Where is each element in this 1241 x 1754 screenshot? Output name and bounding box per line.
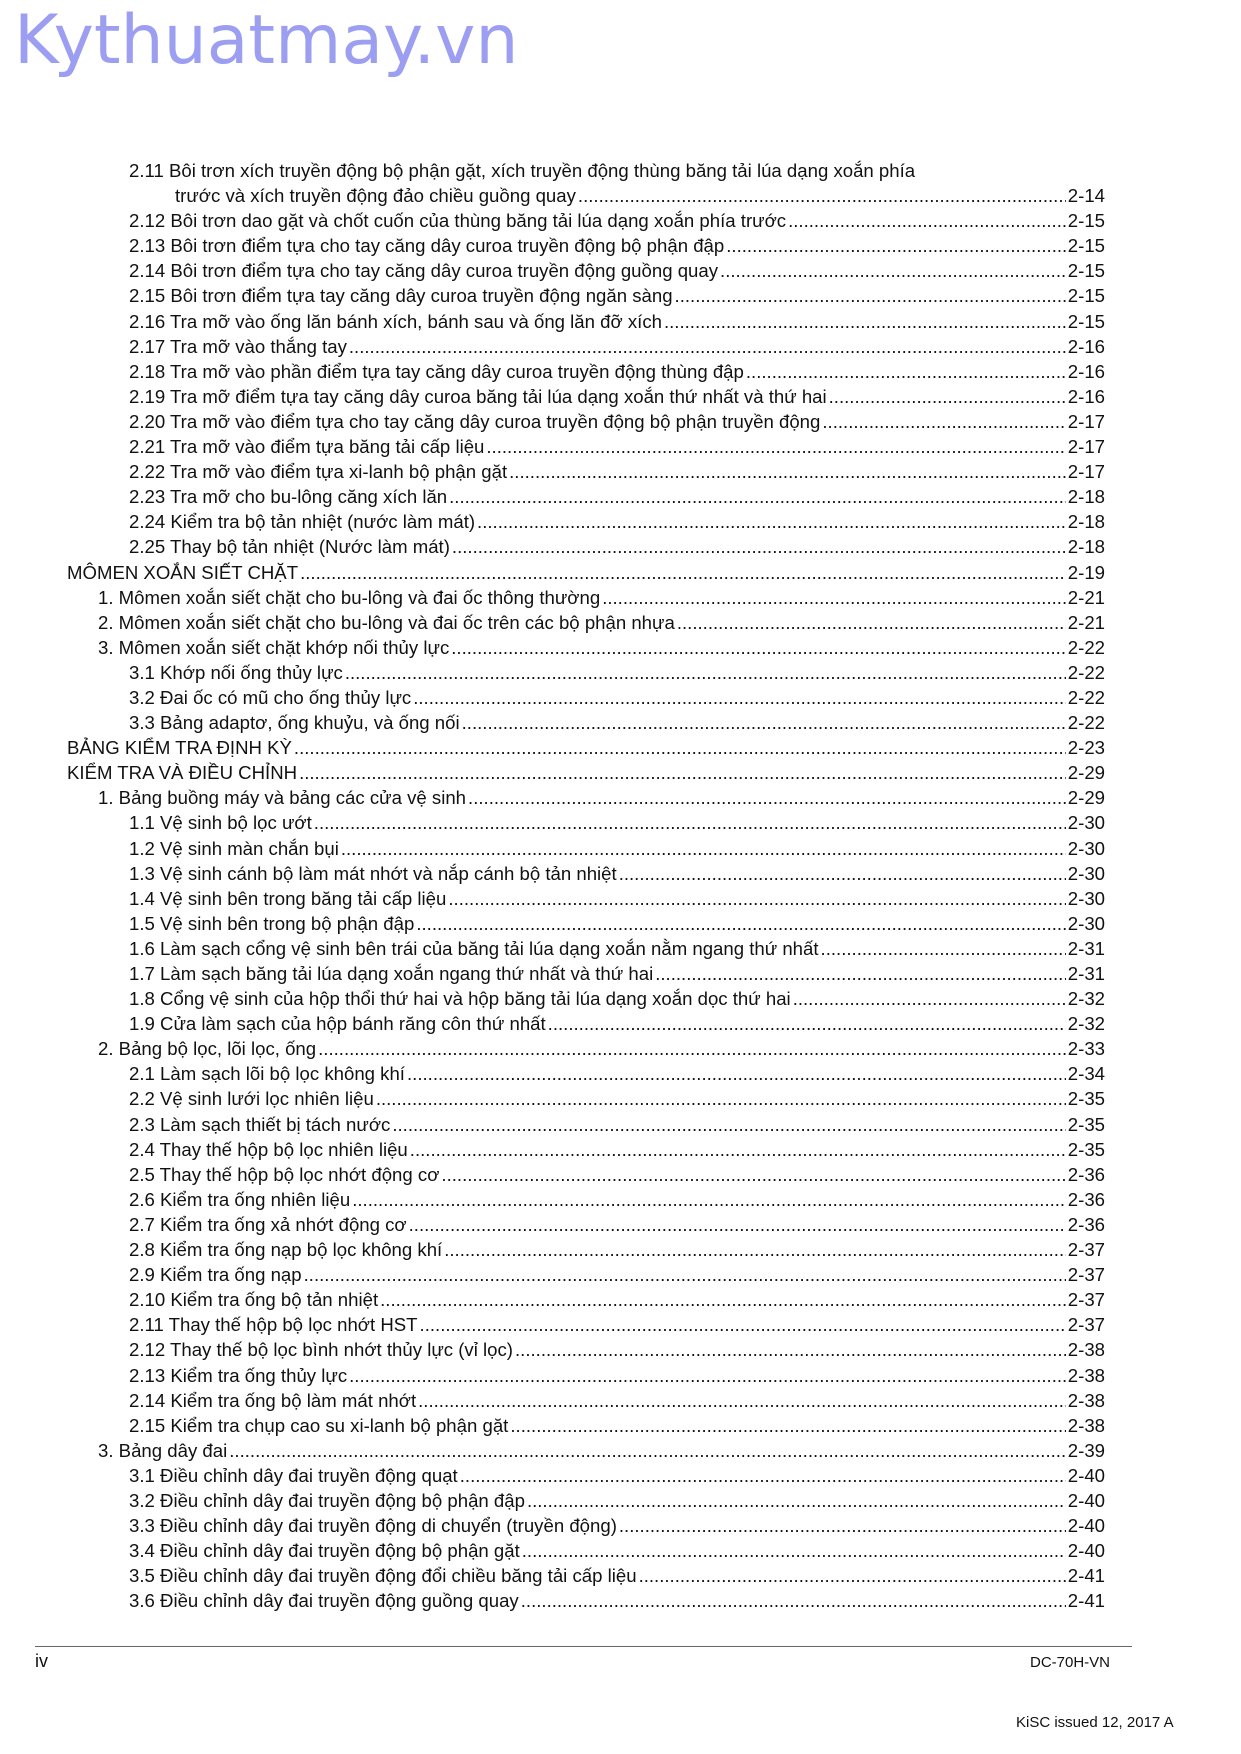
toc-entry[interactable] <box>0 1187 1241 1212</box>
toc-entry-wrapped-cont[interactable] <box>0 183 1241 208</box>
toc-entry-text: 2.18 Tra mỡ vào phần điểm tựa tay căng dây curoa truyền động thùng đập <box>129 360 744 382</box>
toc-entry-page: 2-30 <box>1067 837 1105 859</box>
toc-leader-dots <box>477 509 1066 534</box>
toc-leader-dots <box>452 534 1066 559</box>
toc-entry-text: 2.25 Thay bộ tản nhiệt (Nước làm mát) <box>129 536 450 558</box>
toc-entry-page: 2-35 <box>1067 1088 1105 1110</box>
toc-leader-dots <box>449 484 1066 509</box>
toc-leader-dots <box>521 1588 1066 1613</box>
toc-entry-text: 1.9 Cửa làm sạch của hộp bánh răng côn thứ nhất <box>129 1013 546 1035</box>
toc-leader-dots <box>444 1237 1066 1262</box>
toc-entry-page: 2-30 <box>1067 912 1105 934</box>
toc-leader-dots <box>746 359 1066 384</box>
toc-entry[interactable] <box>0 334 1241 359</box>
toc-entry-page: 2-30 <box>1067 862 1105 884</box>
toc-entry-page: 2-32 <box>1067 988 1105 1010</box>
toc-entry-page: 2-17 <box>1067 436 1105 458</box>
toc-entry-text: 3.1 Khớp nối ống thủy lực <box>129 661 343 683</box>
toc-entry-text: 1.6 Làm sạch cổng vệ sinh bên trái của băng tải lúa dạng xoắn nằm ngang thứ nhất <box>129 937 819 959</box>
toc-entry-text: 1. Mômen xoắn siết chặt cho bu-lông và đai ốc thông thường <box>98 586 601 608</box>
toc-entry-text: 1. Bảng buồng máy và bảng các cửa vệ sinh <box>98 787 467 809</box>
toc-entry-text: 3.4 Điều chỉnh dây đai truyền động bộ phận gặt <box>129 1540 520 1562</box>
toc-entry[interactable] <box>0 1086 1241 1111</box>
toc-entry-text: 2.13 Bôi trơn điểm tựa cho tay căng dây curoa truyền động bộ phận đập <box>129 235 725 257</box>
toc-leader-dots <box>468 785 1066 810</box>
toc-leader-dots <box>407 1061 1066 1086</box>
toc-entry-text: 3.3 Bảng adaptơ, ống khuỷu, và ống nối <box>129 712 460 734</box>
toc-entry-text: 1.8 Cổng vệ sinh của hộp thổi thứ hai và hộp băng tải lúa dạng xoắn dọc thứ hai <box>129 988 791 1010</box>
toc-entry-text: 2.20 Tra mỡ vào điểm tựa cho tay căng dây curoa truyền động bộ phận truyền động <box>129 410 821 432</box>
toc-entry[interactable] <box>0 359 1241 384</box>
toc-entry-text: 3.1 Điều chỉnh dây đai truyền động quạt <box>129 1464 458 1486</box>
toc-entry-text: 3. Bảng dây đai <box>98 1439 228 1461</box>
toc-entry[interactable] <box>0 635 1241 660</box>
toc-entry-text: 2.15 Kiểm tra chụp cao su xi-lanh bộ phận gặt <box>129 1414 509 1436</box>
toc-entry-text: 3.5 Điều chỉnh dây đai truyền động đổi chiều băng tải cấp liệu <box>129 1565 637 1587</box>
toc-entry-text-line2: trước và xích truyền động đảo chiều guồng quay <box>175 185 576 207</box>
toc-entry-text: 2.12 Bôi trơn dao gặt và chốt cuốn của thùng băng tải lúa dạng xoắn phía trước <box>129 210 787 232</box>
toc-leader-dots <box>510 1413 1065 1438</box>
toc-leader-dots <box>720 258 1066 283</box>
toc-leader-dots <box>416 911 1065 936</box>
toc-entry-page: 2-38 <box>1067 1339 1105 1361</box>
toc-entry-page: 2-15 <box>1067 235 1105 257</box>
toc-leader-dots <box>300 560 1066 585</box>
toc-entry-page: 2-30 <box>1067 812 1105 834</box>
toc-entry-text: 2.16 Tra mỡ vào ống lăn bánh xích, bánh sau và ống lăn đỡ xích <box>129 310 662 332</box>
toc-leader-dots <box>578 183 1066 208</box>
toc-leader-dots <box>788 208 1066 233</box>
toc-entry-page: 2-17 <box>1067 461 1105 483</box>
toc-entry-page: 2-40 <box>1067 1464 1105 1486</box>
document-code: DC-70H-VN <box>1030 1654 1111 1671</box>
toc-entry[interactable] <box>0 836 1241 861</box>
toc-entry-text: 2.1 Làm sạch lõi bộ lọc không khí <box>129 1063 405 1085</box>
toc-entry-page: 2-15 <box>1067 260 1105 282</box>
toc-entry-page: 2-17 <box>1067 410 1105 432</box>
toc-entry-text: KIỂM TRA VÀ ĐIỀU CHỈNH <box>67 762 298 784</box>
toc-entry-text: 2.15 Bôi trơn điểm tựa tay căng dây curoa truyền động ngăn sàng <box>129 285 673 307</box>
toc-entry[interactable] <box>0 208 1241 233</box>
issue-info: KiSC issued 12, 2017 A <box>1016 1714 1174 1731</box>
toc-entry-text: 2.10 Kiểm tra ống bộ tản nhiệt <box>129 1289 379 1311</box>
toc-leader-dots <box>602 585 1066 610</box>
toc-entry[interactable] <box>0 986 1241 1011</box>
toc-entry-page: 2-37 <box>1067 1314 1105 1336</box>
toc-leader-dots <box>822 409 1065 434</box>
table-of-contents <box>0 158 1241 1613</box>
toc-entry-text: 2.9 Kiểm tra ống nạp <box>129 1264 302 1286</box>
toc-entry-page: 2-41 <box>1067 1565 1105 1587</box>
toc-entry[interactable] <box>0 1413 1241 1438</box>
toc-leader-dots <box>515 1337 1066 1362</box>
toc-entry-text: 2.8 Kiểm tra ống nạp bộ lọc không khí <box>129 1239 443 1261</box>
toc-entry-page: 2-23 <box>1067 737 1105 759</box>
toc-entry-text: 1.3 Vệ sinh cánh bộ làm mát nhớt và nắp cánh bộ tản nhiệt <box>129 862 617 884</box>
toc-entry-page: 2-29 <box>1067 762 1105 784</box>
toc-leader-dots <box>821 936 1066 961</box>
toc-leader-dots <box>441 1162 1065 1187</box>
toc-leader-dots <box>352 1187 1066 1212</box>
toc-entry-page: 2-40 <box>1067 1540 1105 1562</box>
toc-entry-text: 2.14 Bôi trơn điểm tựa cho tay căng dây curoa truyền động guồng quay <box>129 260 719 282</box>
toc-entry[interactable] <box>0 1363 1241 1388</box>
toc-entry-page: 2-15 <box>1067 310 1105 332</box>
toc-entry-text: 2.19 Tra mỡ điểm tựa tay căng dây curoa băng tải lúa dạng xoắn thứ nhất và thứ hai <box>129 385 827 407</box>
toc-entry[interactable] <box>0 810 1241 835</box>
toc-leader-dots <box>639 1563 1066 1588</box>
toc-entry-page: 2-16 <box>1067 335 1105 357</box>
toc-entry-page: 2-36 <box>1067 1163 1105 1185</box>
toc-entry-text: 1.5 Vệ sinh bên trong bộ phận đập <box>129 912 415 934</box>
toc-entry-text: 3. Mômen xoắn siết chặt khớp nối thủy lực <box>98 636 450 658</box>
toc-entry-text: 2.14 Kiểm tra ống bộ làm mát nhớt <box>129 1389 417 1411</box>
toc-leader-dots <box>664 309 1066 334</box>
toc-entry[interactable] <box>0 1337 1241 1362</box>
toc-entry-page: 2-22 <box>1067 661 1105 683</box>
toc-entry-text: 2.5 Thay thế hộp bộ lọc nhớt động cơ <box>129 1163 440 1185</box>
toc-leader-dots <box>655 961 1066 986</box>
toc-leader-dots <box>527 1488 1066 1513</box>
toc-entry[interactable] <box>0 1262 1241 1287</box>
toc-entry-text: BẢNG KIỂM TRA ĐỊNH KỲ <box>67 737 292 759</box>
toc-entry[interactable] <box>0 1438 1241 1463</box>
toc-entry-text: 2.2 Vệ sinh lưới lọc nhiên liệu <box>129 1088 374 1110</box>
toc-entry[interactable] <box>0 434 1241 459</box>
toc-leader-dots <box>314 810 1066 835</box>
toc-leader-dots <box>392 1112 1065 1137</box>
page-number: iv <box>35 1651 48 1671</box>
toc-entry[interactable] <box>0 233 1241 258</box>
toc-entry[interactable] <box>0 1538 1241 1563</box>
toc-leader-dots <box>420 1312 1066 1337</box>
toc-entry[interactable] <box>0 735 1241 760</box>
toc-leader-dots <box>522 1538 1066 1563</box>
toc-leader-dots <box>380 1287 1066 1312</box>
toc-entry[interactable] <box>0 1287 1241 1312</box>
toc-leader-dots <box>619 1513 1066 1538</box>
toc-entry-text: 3.6 Điều chỉnh dây đai truyền động guồng quay <box>129 1590 519 1612</box>
toc-entry[interactable] <box>0 585 1241 610</box>
toc-entry[interactable] <box>0 911 1241 936</box>
toc-entry-text: 1.4 Vệ sinh bên trong băng tải cấp liệu <box>129 887 447 909</box>
toc-entry-page: 2-36 <box>1067 1188 1105 1210</box>
toc-leader-dots <box>410 1137 1066 1162</box>
toc-leader-dots <box>509 459 1066 484</box>
toc-entry[interactable] <box>0 660 1241 685</box>
toc-entry-text: 3.2 Đai ốc có mũ cho ống thủy lực <box>129 686 412 708</box>
toc-entry-page: 2-21 <box>1067 611 1105 633</box>
toc-entry[interactable] <box>0 1112 1241 1137</box>
toc-entry-page: 2-41 <box>1067 1590 1105 1612</box>
toc-leader-dots <box>413 685 1066 710</box>
toc-entry[interactable] <box>0 1061 1241 1086</box>
toc-entry[interactable] <box>0 1488 1241 1513</box>
toc-entry[interactable] <box>0 283 1241 308</box>
toc-entry[interactable] <box>0 1388 1241 1413</box>
toc-leader-dots <box>341 836 1066 861</box>
toc-entry-text: 3.2 Điều chỉnh dây đai truyền động bộ phận đập <box>129 1489 525 1511</box>
toc-entry-text: 2. Mômen xoắn siết chặt cho bu-lông và đai ốc trên các bộ phận nhựa <box>98 611 675 633</box>
toc-entry-page: 2-19 <box>1067 561 1105 583</box>
toc-entry-page: 2-18 <box>1067 511 1105 533</box>
toc-entry-text: 2.21 Tra mỡ vào điểm tựa băng tải cấp liệu <box>129 436 485 458</box>
toc-leader-dots <box>294 735 1066 760</box>
toc-entry[interactable] <box>0 1463 1241 1488</box>
toc-entry-page: 2-39 <box>1067 1439 1105 1461</box>
toc-entry-text: 2.17 Tra mỡ vào thắng tay <box>129 335 347 357</box>
toc-entry[interactable] <box>0 534 1241 559</box>
toc-entry-text-line1: 2.11 Bôi trơn xích truyền động bộ phận gặt, xích truyền động thùng băng tải lúa dạng xoắn phía <box>129 160 916 181</box>
toc-entry-page: 2-35 <box>1067 1138 1105 1160</box>
toc-leader-dots <box>829 384 1066 409</box>
toc-entry-text: 2. Bảng bộ lọc, lõi lọc, ống <box>98 1038 317 1060</box>
toc-entry-page: 2-33 <box>1067 1038 1105 1060</box>
toc-leader-dots <box>726 233 1066 258</box>
toc-entry-wrapped[interactable] <box>0 158 1241 183</box>
toc-entry[interactable] <box>0 760 1241 785</box>
toc-entry-page: 2-22 <box>1067 686 1105 708</box>
toc-entry[interactable] <box>0 685 1241 710</box>
toc-entry[interactable] <box>0 509 1241 534</box>
toc-leader-dots <box>619 861 1066 886</box>
toc-entry-page: 2-30 <box>1067 887 1105 909</box>
toc-entry-page: 2-38 <box>1067 1414 1105 1436</box>
toc-entry-page: 2-22 <box>1067 712 1105 734</box>
toc-entry[interactable] <box>0 309 1241 334</box>
toc-entry[interactable] <box>0 484 1241 509</box>
toc-entry[interactable] <box>0 961 1241 986</box>
toc-leader-dots <box>460 1463 1066 1488</box>
toc-entry-page: 2-34 <box>1067 1063 1105 1085</box>
toc-entry[interactable] <box>0 1513 1241 1538</box>
toc-leader-dots <box>418 1388 1066 1413</box>
toc-entry[interactable] <box>0 258 1241 283</box>
toc-entry-text: 1.7 Làm sạch băng tải lúa dạng xoắn ngang thứ nhất và thứ hai <box>129 963 654 984</box>
toc-entry-text: 2.11 Thay thế hộp bộ lọc nhớt HST <box>129 1314 418 1336</box>
toc-entry-text: 2.3 Làm sạch thiết bị tách nước <box>129 1113 391 1135</box>
toc-entry[interactable] <box>0 1212 1241 1237</box>
toc-entry-page: 2-32 <box>1067 1013 1105 1035</box>
toc-entry[interactable] <box>0 409 1241 434</box>
toc-entry[interactable] <box>0 1137 1241 1162</box>
footer-divider <box>35 1646 1132 1647</box>
toc-entry-page: 2-14 <box>1067 185 1105 207</box>
toc-entry-text: 1.2 Vệ sinh màn chắn bụi <box>129 837 339 859</box>
toc-entry[interactable] <box>0 886 1241 911</box>
toc-leader-dots <box>376 1086 1066 1111</box>
toc-leader-dots <box>304 1262 1066 1287</box>
toc-entry[interactable] <box>0 785 1241 810</box>
toc-entry-page: 2-40 <box>1067 1515 1105 1537</box>
toc-leader-dots <box>229 1438 1066 1463</box>
toc-entry-page: 2-38 <box>1067 1389 1105 1411</box>
toc-entry[interactable] <box>0 1312 1241 1337</box>
toc-entry-text: 2.4 Thay thế hộp bộ lọc nhiên liệu <box>129 1138 408 1160</box>
toc-entry-text: 2.13 Kiểm tra ống thủy lực <box>129 1364 348 1386</box>
toc-entry[interactable] <box>0 1588 1241 1613</box>
toc-leader-dots <box>409 1212 1066 1237</box>
toc-entry-text: 2.7 Kiểm tra ống xả nhớt động cơ <box>129 1213 407 1235</box>
toc-entry-page: 2-36 <box>1067 1213 1105 1235</box>
toc-entry-page: 2-15 <box>1067 210 1105 232</box>
toc-entry[interactable] <box>0 610 1241 635</box>
toc-entry-page: 2-22 <box>1067 636 1105 658</box>
toc-entry[interactable] <box>0 1162 1241 1187</box>
toc-entry-page: 2-37 <box>1067 1289 1105 1311</box>
toc-entry-page: 2-31 <box>1067 937 1105 959</box>
toc-entry-page: 2-21 <box>1067 586 1105 608</box>
toc-entry-page: 2-16 <box>1067 385 1105 407</box>
toc-entry-text: 3.3 Điều chỉnh dây đai truyền động di chuyển (truyền động) <box>129 1515 617 1537</box>
toc-entry-text: 2.12 Thay thế bộ lọc bình nhớt thủy lực (vỉ lọc) <box>129 1339 513 1361</box>
toc-entry[interactable] <box>0 384 1241 409</box>
toc-entry-page: 2-37 <box>1067 1264 1105 1286</box>
toc-entry-page: 2-37 <box>1067 1239 1105 1261</box>
toc-entry-page: 2-35 <box>1067 1113 1105 1135</box>
toc-leader-dots <box>675 283 1066 308</box>
toc-leader-dots <box>349 334 1066 359</box>
toc-entry-page: 2-29 <box>1067 787 1105 809</box>
toc-leader-dots <box>677 610 1066 635</box>
toc-entry-page: 2-18 <box>1067 486 1105 508</box>
toc-entry-text: 2.23 Tra mỡ cho bu-lông căng xích lăn <box>129 486 448 508</box>
toc-entry[interactable] <box>0 1011 1241 1036</box>
toc-entry[interactable] <box>0 861 1241 886</box>
toc-entry[interactable] <box>0 459 1241 484</box>
toc-leader-dots <box>486 434 1065 459</box>
toc-entry[interactable] <box>0 1237 1241 1262</box>
toc-entry[interactable] <box>0 560 1241 585</box>
toc-entry[interactable] <box>0 710 1241 735</box>
watermark-logo: Kythuatmay.vn <box>14 1 519 80</box>
toc-leader-dots <box>448 886 1065 911</box>
toc-leader-dots <box>345 660 1066 685</box>
toc-leader-dots <box>548 1011 1066 1036</box>
toc-entry-page: 2-15 <box>1067 285 1105 307</box>
toc-leader-dots <box>318 1036 1066 1061</box>
toc-entry-page: 2-31 <box>1067 963 1105 984</box>
toc-entry[interactable] <box>0 936 1241 961</box>
toc-entry-text: 2.22 Tra mỡ vào điểm tựa xi-lanh bộ phận gặt <box>129 461 508 483</box>
toc-entry-page: 2-38 <box>1067 1364 1105 1386</box>
toc-leader-dots <box>451 635 1066 660</box>
toc-entry[interactable] <box>0 1563 1241 1588</box>
toc-entry-text: 1.1 Vệ sinh bộ lọc ướt <box>129 812 312 834</box>
toc-leader-dots <box>462 710 1066 735</box>
toc-leader-dots <box>299 760 1066 785</box>
toc-entry-text: MÔMEN XOẮN SIẾT CHẶT <box>67 561 299 583</box>
toc-entry-text: 2.24 Kiểm tra bộ tản nhiệt (nước làm mát) <box>129 511 476 533</box>
toc-leader-dots <box>349 1363 1066 1388</box>
toc-entry-page: 2-16 <box>1067 360 1105 382</box>
toc-entry-page: 2-40 <box>1067 1489 1105 1511</box>
toc-entry-text: 2.6 Kiểm tra ống nhiên liệu <box>129 1188 351 1210</box>
toc-leader-dots <box>793 986 1066 1011</box>
toc-entry-page: 2-18 <box>1067 536 1105 558</box>
toc-entry[interactable] <box>0 1036 1241 1061</box>
